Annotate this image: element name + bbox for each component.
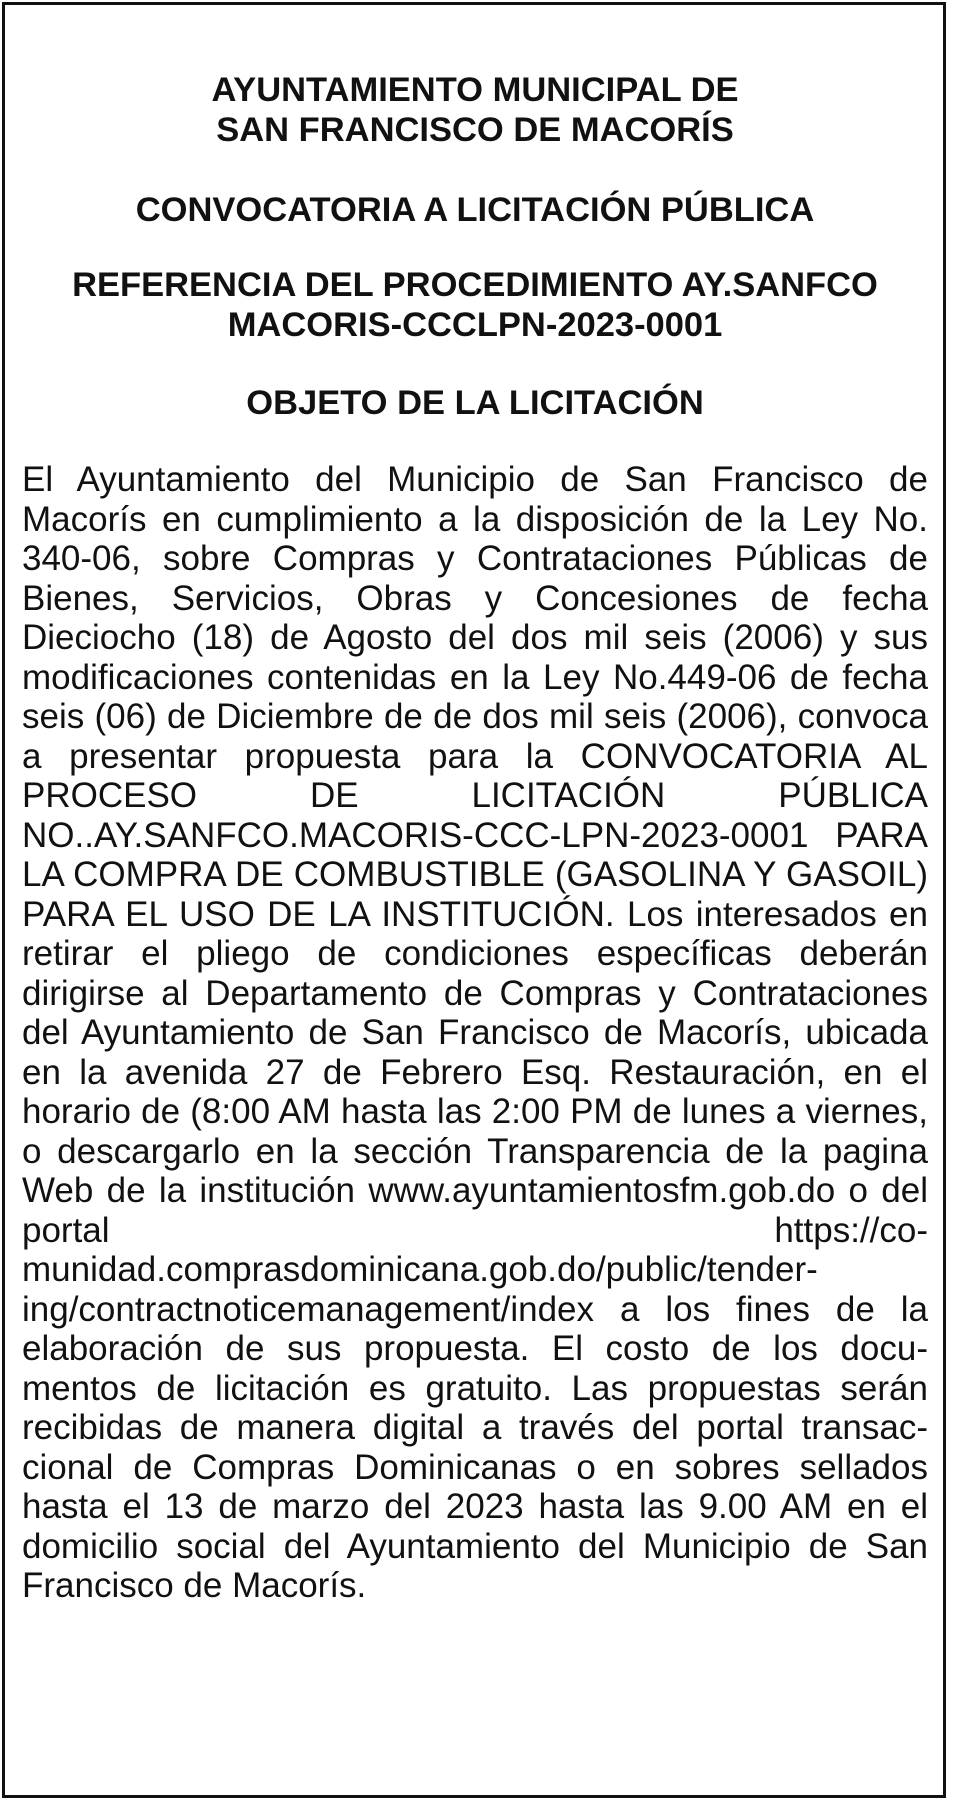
organization-heading xyxy=(22,70,928,150)
procedure-reference-line-1: REFERENCIA DEL PROCEDIMIENTO AY.SANFCO xyxy=(72,266,878,304)
organization-line-2: SAN FRANCISCO DE MACORÍS xyxy=(216,111,734,149)
public-notice xyxy=(22,70,928,1606)
procedure-reference-line-2: MACORIS-CCCLPN-2023-0001 xyxy=(227,306,723,344)
object-title: OBJETO DE LA LICITACIÓN xyxy=(246,384,704,422)
notice-body-paragraph: El Ayuntamiento del Municipio de San Francisco de Macorís en cumplimiento a la disposición de la Ley No. 340-06, sobre Compras y Contrataciones Públicas de Bienes, Servicios, Obras y Concesiones de fecha Dieciocho (18) de Agosto del dos mil seis (2006) y sus modificaciones contenidas en la Ley No.449-06 de fecha seis (06) de Diciembre de de dos mil seis (2006), convoca a presentar propuesta para la CONVOCATORIA AL PROCESO DE LICITACIÓN PÚBLICA NO..AY.SANFCO.MACORIS-CCC-LPN-2023-0001 PARA LA COMPRA DE COMBUSTIBLE (GASOLINA Y GASOIL) PARA EL USO DE LA INSTITUCIÓN. Los interesados en retirar el pliego de condiciones específicas deberán dirigirse al Departamento de Compras y Contrataciones del Ayuntamiento de San Francisco de Macorís, ubicada en la avenida 27 de Febrero Esq. Restauración, en el horario de (8:00 AM hasta las 2:00 PM de lunes a viernes, o descargarlo en la sección Transparencia de la pagina Web de la institución www.ayuntamientosfm.gob.do o del portal https://comunidad.comprasdominicana.gob.do/public/tendering/contractnoticemanagement/index a los fines de la elaboración de sus propuesta. El costo de los documentos de licitación es gratuito. Las propuestas serán recibidas de manera digital a través del portal transaccional de Compras Dominicanas o en sobres sellados hasta el 13 de marzo del 2023 hasta las 9.00 AM en el domicilio social del Ayuntamiento del Municipio de San Francisco de Macorís. xyxy=(22,460,928,1605)
organization-line-1: AYUNTAMIENTO MUNICIPAL DE xyxy=(211,71,739,109)
procedure-reference xyxy=(22,265,928,345)
call-title: CONVOCATORIA A LICITACIÓN PÚBLICA xyxy=(135,191,815,229)
